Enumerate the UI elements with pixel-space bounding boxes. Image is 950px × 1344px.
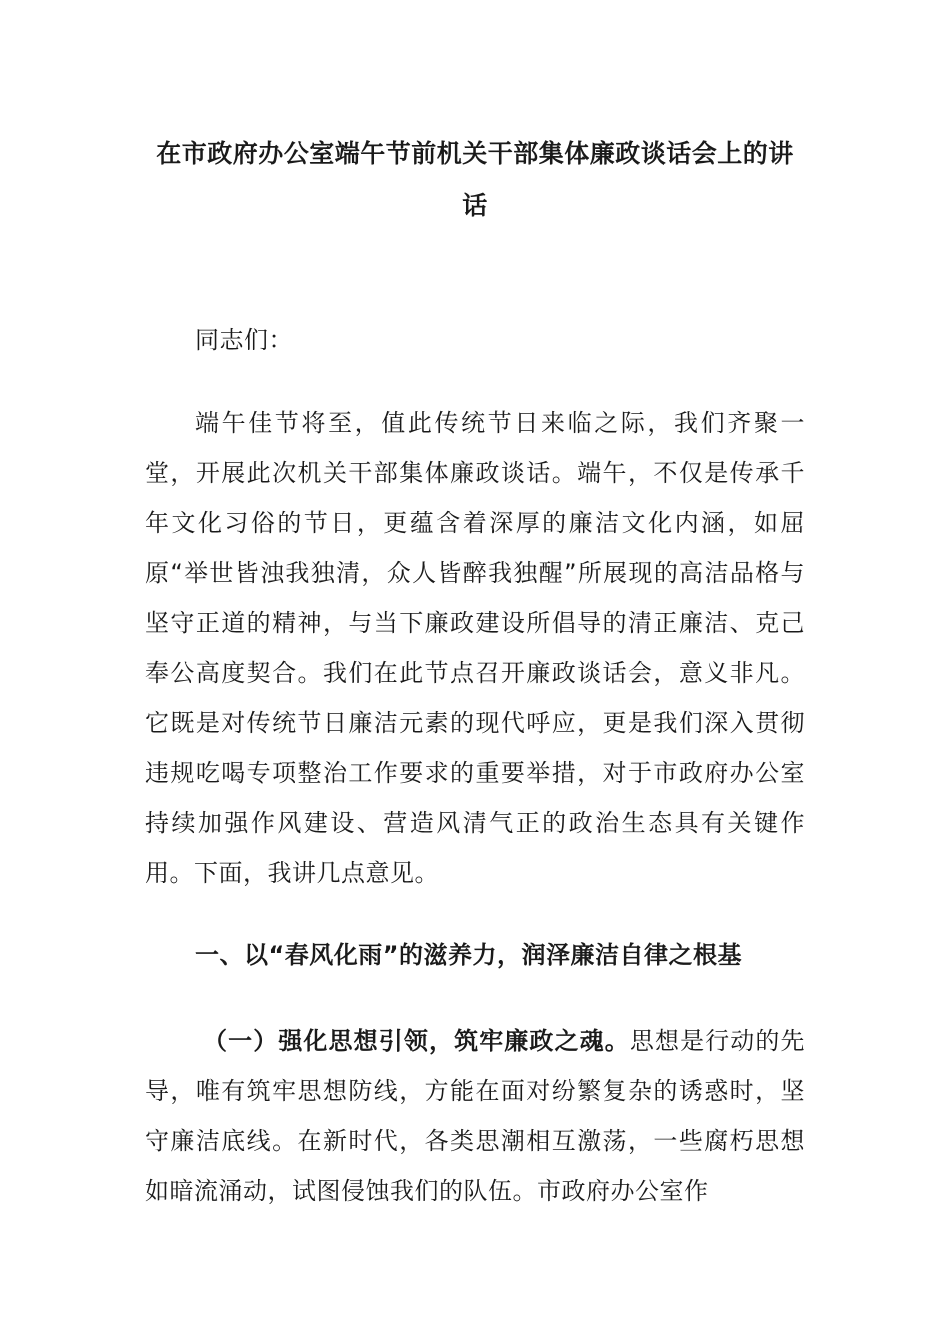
body-paragraph-1: 端午佳节将至，值此传统节日来临之际，我们齐聚一堂，开展此次机关干部集体廉政谈话。端午，不仅是传承千年文化习俗的节日，更蕴含着深厚的廉洁文化内涵，如屈原“举世皆浊我独清，众人皆醉我独醒”所展现的高洁品格与坚守正道的精神，与当下廉政建设所倡导的清正廉洁、克己奉公高度契合。我们在此节点召开廉政谈话会，意义非凡。它既是对传统节日廉洁元素的现代呼应，更是我们深入贯彻违规吃喝专项整治工作要求的重要举措，对于市政府办公室持续加强作风建设、营造风清气正的政治生态具有关键作用。下面，我讲几点意见。 — [145, 409, 805, 887]
body-paragraph-2-text: 思想是行动的先导，唯有筑牢思想防线，方能在面对纷繁复杂的诱惑时，坚守廉洁底线。在新时代，各类思潮相互激荡，一些腐朽思想如暗流涌动，试图侵蚀我们的队伍。市政府办公室作 — [145, 1027, 806, 1205]
document-title: 在市政府办公室端午节前机关干部集体廉政谈话会上的讲话 — [156, 139, 794, 220]
salutation: 同志们： — [195, 326, 293, 354]
body-paragraph-2 — [145, 1016, 805, 1216]
subsection-heading-1: （一）强化思想引领，筑牢廉政之魂。 — [203, 1027, 630, 1055]
section-heading-1: 一、以“春风化雨”的滋养力，润泽廉洁自律之根基 — [195, 941, 743, 969]
